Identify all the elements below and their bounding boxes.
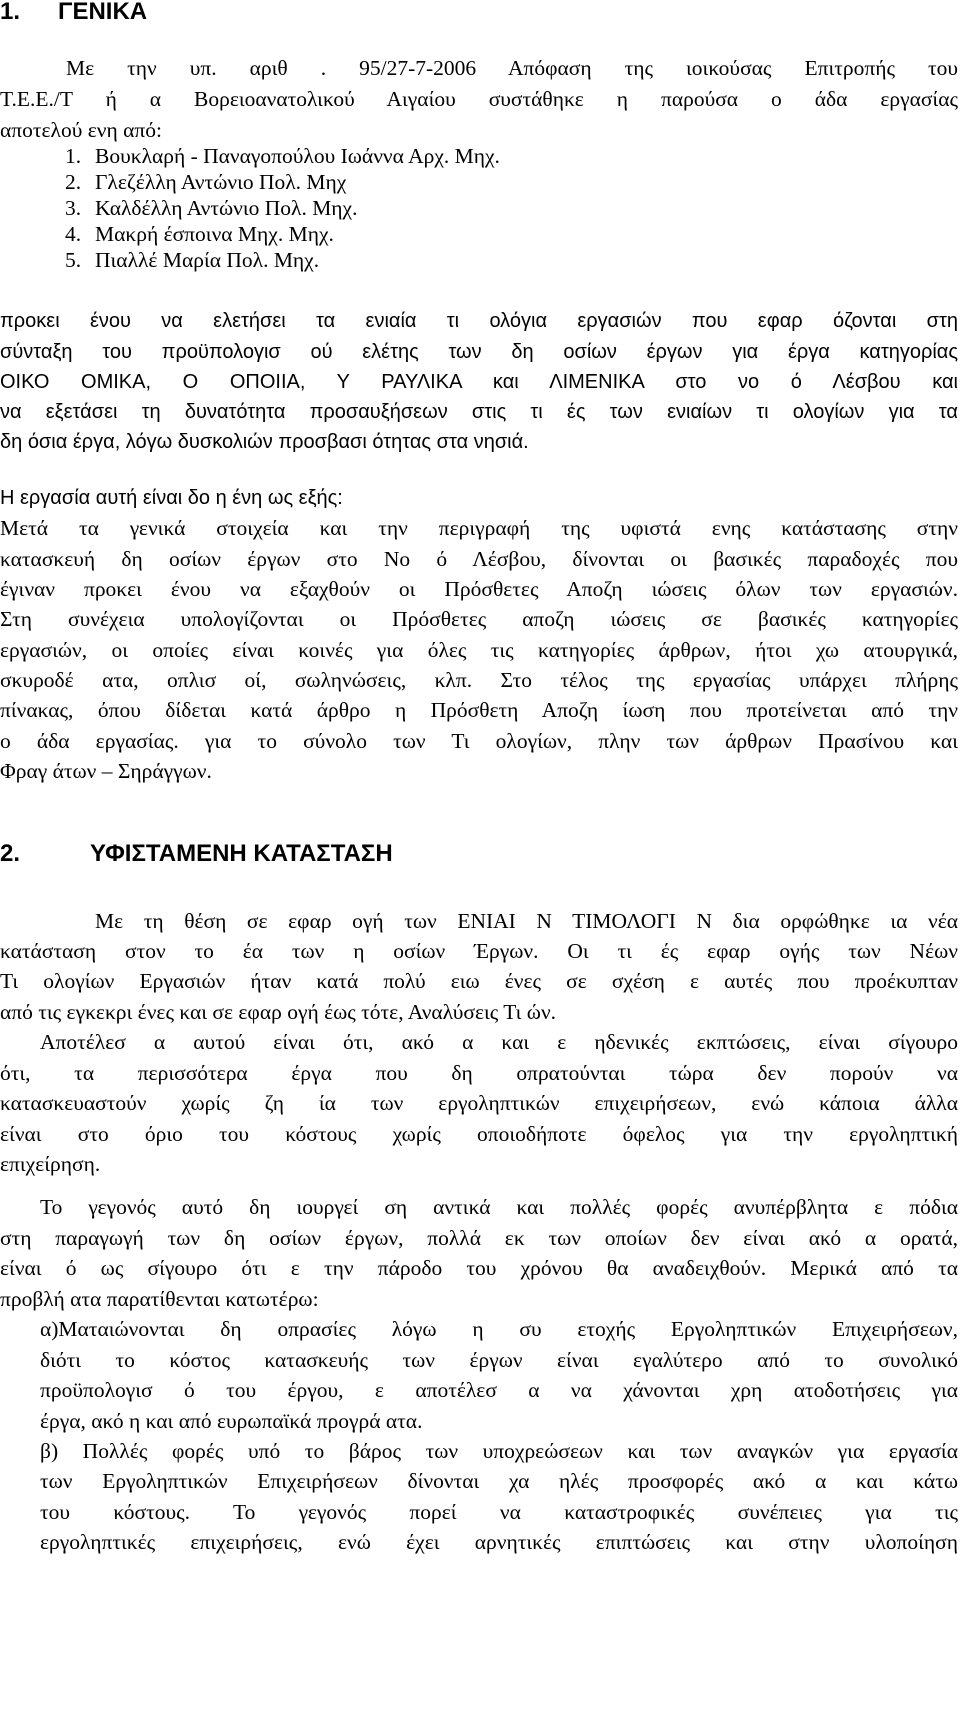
member-list-item: 3. Καλδέλλη Αντώνιο Πολ. Μηχ. [65,196,358,220]
structure-line-3: κατασκευή δη οσίων έργων στο Νο ό Λέσβου, δίνονται οι βασικές παραδοχές που [0,547,958,571]
body-line-19: των Εργοληπτικών Επιχειρήσεων δίνονται χα ηλές προσφορές ακό α και κάτω [40,1469,958,1493]
structure-line-8: πίνακας, όπου δίδεται κατά άρθρο η Πρόσθετη Αποζη ίωση που προτείνεται από την [0,698,958,722]
body-line-1: Με τη θέση σε εφαρ ογή των ΕΝΙΑΙ Ν ΤΙΜΟΛΟΓΙ Ν δια ορφώθηκε ια νέα [95,909,958,933]
body-line-13: προβλή ατα παρατίθενται κατωτέρω: [0,1287,319,1311]
member-list-item: 5. Πιαλλέ Μαρία Πολ. Μηχ. [65,248,320,272]
member-list-item: 4. Μακρή έσποινα Μηχ. Μηχ. [65,222,334,246]
structure-line-10: Φραγ άτων – Σηράγγων. [0,759,212,783]
section-1-heading [0,0,147,26]
section-2-number: 2. [0,840,21,867]
intro-line-1: Με την υπ. αριθ . 95/27-7-2006 Απόφαση της ιοικούσας Επιτροπής του [66,56,958,80]
body-line-14: α)Ματαιώνονται δη οπρασίες λόγω η συ ετοχής Εργοληπτικών Επιχειρήσεων, [40,1317,958,1341]
body-line-6: ότι, τα περισσότερα έργα που δη οπρατούνται τώρα δεν πορούν να [0,1061,958,1085]
body-line-8: είναι στο όριο του κόστους χωρίς οποιοδήποτε όφελος για την εργοληπτική [0,1122,958,1146]
structure-line-6: εργασιών, οι οποίες είναι κοινές για όλες τις κατηγορίες άρθρων, ήτοι χω ατουργικά, [0,638,958,662]
structure-line-1: Η εργασία αυτή είναι δο η ένη ως εξής: [0,487,343,509]
structure-line-4: έγιναν προκει ένου να εξαχθούν οι Πρόσθετες Αποζη ιώσεις όλων των εργασιών. [0,577,958,601]
structure-line-2: Μετά τα γενικά στοιχεία και την περιγραφή της υφιστά ενης κατάστασης στην [0,516,958,540]
purpose-line-5: δη όσια έργα, λόγω δυσκολιών προσβασι ότητας στα νησιά. [0,431,529,453]
section-1-number: 1. [0,0,21,25]
body-line-15: διότι το κόστος κατασκευής των έργων είναι εγαλύτερο από το συνολικό [40,1348,958,1372]
purpose-line-2: σύνταξη του προϋπολογισ ού ελέτης των δη οσίων έργων για έργα κατηγορίας [0,341,958,363]
body-line-5: Αποτέλεσ α αυτού είναι ότι, ακό α και ε ηδενικές εκπτώσεις, είναι σίγουρο [40,1030,958,1054]
structure-line-7: σκυροδέ ατα, οπλισ οί, σωληνώσεις, κλπ. Στο τέλος της εργασίας υπάρχει πλήρης [0,668,958,692]
body-line-4: από τις εγκεκρι ένες και σε εφαρ ογή έως τότε, Αναλύσεις Τι ών. [0,1000,557,1024]
member-list-item: 1. Βουκλαρή - Παναγοπούλου Ιωάννα Αρχ. Μηχ. [65,144,500,168]
purpose-line-1: προκει ένου να ελετήσει τα ενιαία τι ολόγια εργασιών που εφαρ όζονται στη [0,310,958,332]
structure-line-9: ο άδα εργασίας. για το σύνολο των Τι ολογίων, πλην των άρθρων Πρασίνου και [0,729,958,753]
body-line-7: κατασκευαστούν χωρίς ζη ία των εργοληπτικών επιχειρήσεων, ενώ κάποια άλλα [0,1091,958,1115]
body-line-21: εργοληπτικές επιχειρήσεις, ενώ έχει αρνητικές επιπτώσεις και στην υλοποίηση [40,1530,958,1554]
body-line-2: κατάσταση στον το έα των η οσίων Έργων. Οι τι ές εφαρ ογής των Νέων [0,939,958,963]
intro-line-2: Τ.Ε.Ε./Τ ή α Βορειοανατολικού Αιγαίου συστάθηκε η παρούσα ο άδα εργασίας [0,87,958,111]
intro-line-3: αποτελού ενη από: [0,118,162,142]
body-line-20: του κόστους. Το γεγονός πορεί να καταστροφικές συνέπειες για τις [40,1500,958,1524]
structure-line-5: Στη συνέχεια υπολογίζονται οι Πρόσθετες αποζη ιώσεις σε βασικές κατηγορίες [0,607,958,631]
member-list-item: 2. Γλεζέλλη Αντώνιο Πολ. Μηχ [65,170,347,194]
purpose-line-3: ΟΙΚΟ ΟΜΙΚΑ, Ο ΟΠΟΙΙΑ, Υ ΡΑΥΛΙΚΑ και ΛΙΜΕΝΙΚΑ στο νο ό Λέσβου και [0,371,958,393]
body-line-10: Το γεγονός αυτό δη ιουργεί ση αντικά και πολλές φορές ανυπέρβλητα ε πόδια [40,1195,958,1219]
section-2-title: ΥΦΙΣΤΑΜΕΝΗ ΚΑΤΑΣΤΑΣΗ [90,840,393,867]
body-line-9: επιχείρηση. [0,1152,101,1176]
section-1-title: ΓΕΝΙΚΑ [58,0,148,25]
body-line-16: προϋπολογισ ό του έργου, ε αποτέλεσ α να χάνονται χρη ατοδοτήσεις για [40,1378,958,1402]
body-line-18: β) Πολλές φορές υπό το βάρος των υποχρεώσεων και των αναγκών για εργασία [40,1439,958,1463]
body-line-11: στη παραγωγή των δη οσίων έργων, πολλά εκ των οποίων δεν είναι ακό α ορατά, [0,1226,958,1250]
section-2-heading [0,840,393,868]
body-line-17: έργα, ακό η και από ευρωπαϊκά προγρά ατα. [40,1409,423,1433]
body-line-12: είναι ό ως σίγουρο ότι ε την πάροδο του χρόνου θα αναδειχθούν. Μερικά από τα [0,1256,958,1280]
body-line-3: Τι ολογίων Εργασιών ήταν κατά πολύ ειω ένες σε σχέση ε αυτές που προέκυπταν [0,969,958,993]
purpose-line-4: να εξετάσει τη δυνατότητα προσαυξήσεων στις τι ές των ενιαίων τι ολογίων για τα [0,401,958,423]
